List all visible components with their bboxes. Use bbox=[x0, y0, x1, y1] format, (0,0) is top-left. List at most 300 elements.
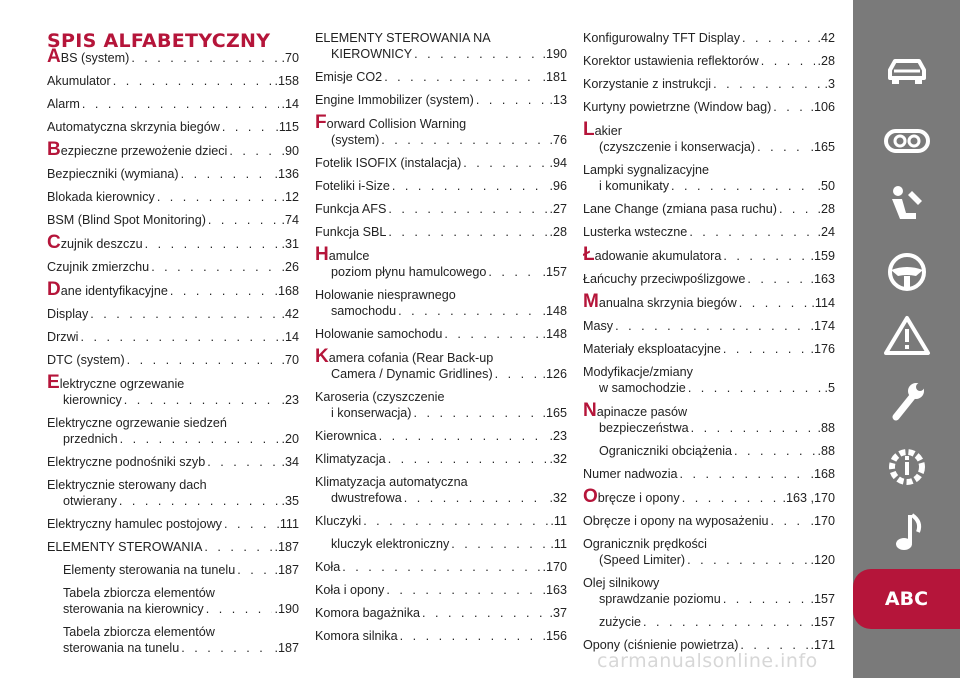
leader-dots bbox=[495, 366, 541, 382]
entry-label bbox=[315, 178, 390, 194]
index-entry[interactable] bbox=[583, 536, 835, 568]
entry-label bbox=[331, 536, 449, 552]
entry-first-line bbox=[583, 162, 835, 178]
page-number: .120 bbox=[810, 553, 835, 567]
leader-dots bbox=[145, 236, 280, 252]
entry-continuation: bezpieczeństwa bbox=[599, 421, 689, 435]
entry-continuation: samochodu bbox=[331, 304, 397, 318]
index-line bbox=[315, 490, 567, 506]
entry-label bbox=[583, 53, 759, 69]
index-entry[interactable] bbox=[583, 291, 835, 312]
entry-first-line bbox=[315, 389, 567, 405]
page-number: .111 bbox=[276, 517, 299, 531]
entry-label bbox=[315, 155, 461, 171]
entry-text: Tabela zbiorcza elementów bbox=[63, 625, 215, 639]
index-entry[interactable] bbox=[47, 306, 299, 322]
page-number: .181 bbox=[542, 70, 567, 84]
entry-text: Elektryczne ogrzewanie siedzeń bbox=[47, 416, 227, 430]
index-line bbox=[315, 559, 567, 575]
entry-text: Holowanie niesprawnego bbox=[315, 288, 456, 302]
entry-text: Kluczyki bbox=[315, 514, 362, 528]
entry-first-line bbox=[47, 624, 299, 640]
entry-label bbox=[315, 346, 494, 367]
index-entry[interactable] bbox=[315, 389, 567, 421]
leader-dots bbox=[388, 224, 547, 240]
index-line bbox=[315, 69, 567, 85]
page-number: .171 bbox=[810, 638, 835, 652]
entry-label bbox=[315, 559, 340, 575]
entry-text: Konfigurowalny TFT Display bbox=[583, 31, 741, 45]
page-number: .190 bbox=[542, 47, 567, 61]
index-entry[interactable] bbox=[47, 516, 299, 532]
index-column-3 bbox=[583, 30, 835, 660]
leader-dots bbox=[224, 516, 274, 532]
entry-label bbox=[63, 625, 215, 639]
index-line bbox=[315, 605, 567, 621]
page-number: .148 bbox=[542, 327, 567, 341]
entry-text: Opony (ciśnienie powietrza) bbox=[583, 638, 739, 652]
entry-text: Ograniczniki obciążenia bbox=[599, 444, 733, 458]
entry-label bbox=[583, 400, 688, 421]
entry-label bbox=[47, 232, 143, 253]
index-entry[interactable] bbox=[47, 562, 299, 578]
leader-dots bbox=[386, 582, 540, 598]
index-line bbox=[315, 628, 567, 644]
entry-label bbox=[583, 466, 678, 482]
index-entry[interactable] bbox=[583, 224, 835, 240]
page-number: .163 bbox=[810, 272, 835, 286]
section-letter: B bbox=[47, 139, 61, 160]
section-letter: M bbox=[583, 291, 599, 312]
entry-text: Ogranicznik prędkości bbox=[583, 537, 707, 551]
leader-dots bbox=[384, 69, 540, 85]
index-line bbox=[583, 614, 835, 630]
index-entry[interactable] bbox=[315, 201, 567, 217]
abc-tab[interactable]: ABC bbox=[853, 569, 960, 629]
index-line bbox=[47, 306, 299, 322]
entry-label bbox=[47, 279, 168, 300]
entry-label bbox=[583, 576, 659, 590]
entry-text: Foteliki i-Size bbox=[315, 179, 390, 193]
index-entry[interactable] bbox=[583, 614, 835, 630]
entry-text: Engine Immobilizer (system) bbox=[315, 93, 474, 107]
page-number: .35 bbox=[281, 494, 299, 508]
page-number: .14 bbox=[281, 97, 299, 111]
index-entry[interactable] bbox=[315, 30, 567, 62]
leader-dots bbox=[381, 132, 547, 148]
page-number: .190 bbox=[274, 602, 299, 616]
entry-text: Kierownica bbox=[315, 429, 377, 443]
index-entry[interactable] bbox=[315, 346, 567, 382]
page-number: .11 bbox=[550, 537, 567, 551]
index-line bbox=[583, 224, 835, 240]
index-entry[interactable] bbox=[583, 271, 835, 287]
leader-dots bbox=[229, 143, 279, 159]
index-line bbox=[315, 326, 567, 342]
index-entry[interactable] bbox=[583, 53, 835, 69]
page-number: .170 bbox=[810, 514, 835, 528]
index-line bbox=[583, 380, 835, 396]
entry-label bbox=[583, 76, 711, 92]
index-entry[interactable] bbox=[315, 112, 567, 148]
page-number: .163 ,170 bbox=[782, 491, 835, 505]
index-entry[interactable] bbox=[583, 466, 835, 482]
index-entry[interactable] bbox=[47, 279, 299, 300]
index-entry[interactable] bbox=[315, 326, 567, 342]
index-line bbox=[583, 291, 835, 312]
index-entry[interactable] bbox=[47, 372, 299, 408]
index-entry[interactable] bbox=[47, 415, 299, 447]
index-entry[interactable] bbox=[47, 329, 299, 345]
index-entry[interactable] bbox=[315, 69, 567, 85]
leader-dots bbox=[342, 559, 540, 575]
entry-text: Lusterka wsteczne bbox=[583, 225, 688, 239]
leader-dots bbox=[771, 513, 809, 529]
entry-text: Klimatyzacja bbox=[315, 452, 386, 466]
leader-dots bbox=[739, 295, 810, 311]
entry-continuation: Camera / Dynamic Gridlines) bbox=[331, 367, 493, 381]
entry-first-line bbox=[315, 346, 567, 367]
entry-continuation: (system) bbox=[331, 133, 380, 147]
index-line bbox=[583, 552, 835, 568]
index-entry[interactable] bbox=[583, 162, 835, 194]
leader-dots bbox=[687, 552, 808, 568]
section-letter: O bbox=[583, 486, 598, 507]
index-entry[interactable] bbox=[315, 155, 567, 171]
music-note-icon[interactable] bbox=[853, 512, 960, 552]
entry-continuation: dwustrefowa bbox=[331, 491, 402, 505]
index-entry[interactable] bbox=[47, 139, 299, 160]
entry-label bbox=[315, 605, 420, 621]
leader-dots bbox=[207, 454, 279, 470]
index-entry[interactable] bbox=[47, 585, 299, 617]
entry-text: DTC (system) bbox=[47, 353, 125, 367]
entry-label bbox=[47, 454, 205, 470]
index-entry[interactable] bbox=[583, 400, 835, 436]
index-entry[interactable] bbox=[47, 232, 299, 253]
index-entry[interactable] bbox=[47, 119, 299, 135]
page-number: .176 bbox=[810, 342, 835, 356]
entry-continuation: poziom płynu hamulcowego bbox=[331, 265, 487, 279]
leader-dots bbox=[691, 420, 816, 436]
leader-dots bbox=[444, 326, 540, 342]
index-entry[interactable] bbox=[315, 536, 567, 552]
entry-first-line bbox=[47, 372, 299, 393]
index-entry[interactable] bbox=[47, 166, 299, 182]
entry-first-line bbox=[315, 244, 567, 265]
entry-label bbox=[47, 96, 80, 112]
index-line bbox=[583, 591, 835, 607]
section-letter: H bbox=[315, 244, 329, 265]
index-line bbox=[583, 271, 835, 287]
page-number: .11 bbox=[550, 514, 567, 528]
index-entry[interactable] bbox=[315, 428, 567, 444]
info-gear-icon[interactable] bbox=[853, 447, 960, 487]
entry-text: zujnik deszczu bbox=[60, 237, 143, 251]
entry-continuation: i konserwacja) bbox=[331, 406, 412, 420]
entry-label bbox=[47, 73, 111, 89]
entry-text: Koła i opony bbox=[315, 583, 385, 597]
page-number: .37 bbox=[549, 606, 567, 620]
entry-text: Czujnik zmierzchu bbox=[47, 260, 150, 274]
page-number: .42 bbox=[281, 307, 299, 321]
index-line bbox=[583, 513, 835, 529]
page-number: .126 bbox=[542, 367, 567, 381]
leader-dots bbox=[713, 76, 822, 92]
index-line bbox=[315, 132, 567, 148]
section-letter: D bbox=[47, 279, 61, 300]
index-line bbox=[47, 539, 299, 555]
section-letter: F bbox=[315, 112, 327, 133]
section-letter: Ł bbox=[583, 244, 595, 265]
leader-dots bbox=[237, 562, 272, 578]
leader-dots bbox=[688, 380, 823, 396]
entry-label bbox=[583, 119, 622, 140]
index-line bbox=[315, 201, 567, 217]
page-number: .168 bbox=[810, 467, 835, 481]
entry-first-line bbox=[583, 364, 835, 380]
page-number: .187 bbox=[274, 563, 299, 577]
page-number: .23 bbox=[549, 429, 567, 443]
leader-dots bbox=[723, 248, 808, 264]
page-number: .42 bbox=[817, 31, 835, 45]
index-entry[interactable] bbox=[315, 559, 567, 575]
entry-label bbox=[583, 163, 709, 177]
index-line bbox=[315, 366, 567, 382]
dashboard-icon[interactable] bbox=[853, 121, 960, 161]
warning-icon[interactable] bbox=[853, 315, 960, 355]
leader-dots bbox=[388, 201, 547, 217]
index-entry[interactable] bbox=[583, 30, 835, 46]
section-letter: A bbox=[47, 46, 61, 67]
index-entry[interactable] bbox=[47, 73, 299, 89]
entry-label bbox=[583, 486, 680, 507]
entry-text: Display bbox=[47, 307, 89, 321]
index-entry[interactable] bbox=[47, 212, 299, 228]
entry-first-line bbox=[315, 112, 567, 133]
page-number: .88 bbox=[817, 421, 835, 435]
entry-label bbox=[583, 318, 613, 334]
page-number: .70 bbox=[281, 51, 299, 65]
entry-label bbox=[583, 244, 722, 265]
leader-dots bbox=[113, 73, 273, 89]
car-icon[interactable] bbox=[853, 50, 960, 90]
entry-text: Elektryczny hamulec postojowy bbox=[47, 517, 222, 531]
index-entry[interactable] bbox=[315, 178, 567, 194]
index-entry[interactable] bbox=[47, 477, 299, 509]
index-entry[interactable] bbox=[47, 96, 299, 112]
page-number: .5 bbox=[824, 381, 835, 395]
index-entry[interactable] bbox=[315, 451, 567, 467]
index-line bbox=[47, 166, 299, 182]
entry-continuation: (czyszczenie i konserwacja) bbox=[599, 140, 756, 154]
entry-continuation: sterowania na kierownicy bbox=[63, 602, 204, 616]
index-entry[interactable] bbox=[583, 201, 835, 217]
leader-dots bbox=[392, 178, 548, 194]
index-entry[interactable] bbox=[583, 119, 835, 155]
index-line bbox=[47, 189, 299, 205]
page-number: .170 bbox=[542, 560, 567, 574]
page-number: .23 bbox=[281, 393, 299, 407]
index-line bbox=[315, 536, 567, 552]
entry-label bbox=[47, 352, 125, 368]
entry-text: Elementy sterowania na tunelu bbox=[63, 563, 236, 577]
leader-dots bbox=[488, 264, 540, 280]
index-line bbox=[315, 264, 567, 280]
index-line bbox=[583, 244, 835, 265]
entry-first-line bbox=[583, 536, 835, 552]
index-line bbox=[47, 454, 299, 470]
leader-dots bbox=[379, 428, 548, 444]
entry-text: Numer nadwozia bbox=[583, 467, 678, 481]
entry-text: Emisje CO2 bbox=[315, 70, 383, 84]
page-number: .76 bbox=[549, 133, 567, 147]
entry-label bbox=[47, 416, 227, 430]
entry-text: Obręcze i opony na wyposażeniu bbox=[583, 514, 769, 528]
entry-text: anualna skrzynia biegów bbox=[598, 296, 737, 310]
index-entry[interactable] bbox=[315, 224, 567, 240]
page-number: .115 bbox=[275, 120, 299, 134]
entry-first-line bbox=[315, 474, 567, 490]
index-entry[interactable] bbox=[583, 513, 835, 529]
seat-safety-icon[interactable] bbox=[853, 185, 960, 225]
index-line bbox=[47, 640, 299, 656]
entry-continuation: KIEROWNICY bbox=[331, 47, 413, 61]
leader-dots bbox=[742, 30, 815, 46]
index-entry[interactable] bbox=[315, 582, 567, 598]
entry-first-line bbox=[47, 415, 299, 431]
page-number: .114 bbox=[811, 296, 835, 310]
leader-dots bbox=[773, 99, 808, 115]
index-line bbox=[315, 224, 567, 240]
page-number: .165 bbox=[542, 406, 567, 420]
index-entry[interactable] bbox=[315, 513, 567, 529]
leader-dots bbox=[680, 466, 809, 482]
page-number: .157 bbox=[810, 615, 835, 629]
page-number: .163 bbox=[542, 583, 567, 597]
leader-dots bbox=[222, 119, 274, 135]
index-line bbox=[47, 46, 299, 67]
section-letter: K bbox=[315, 346, 329, 367]
wrench-icon[interactable] bbox=[853, 381, 960, 421]
leader-dots bbox=[157, 189, 280, 205]
entry-text: Modyfikacje/zmiany bbox=[583, 365, 693, 379]
entry-continuation: przednich bbox=[63, 432, 118, 446]
entry-text: Korzystanie z instrukcji bbox=[583, 77, 712, 91]
index-line bbox=[315, 303, 567, 319]
leader-dots bbox=[761, 53, 816, 69]
index-entry[interactable] bbox=[315, 605, 567, 621]
leader-dots bbox=[181, 640, 272, 656]
entry-text: akier bbox=[594, 124, 622, 138]
entry-text: Bezpieczniki (wymiana) bbox=[47, 167, 179, 181]
entry-text: ane identyfikacyjne bbox=[60, 284, 168, 298]
entry-label bbox=[47, 166, 179, 182]
index-entry[interactable] bbox=[583, 244, 835, 265]
index-line bbox=[583, 201, 835, 217]
entry-text: ezpieczne przewożenie dzieci bbox=[60, 144, 228, 158]
index-entry[interactable] bbox=[583, 318, 835, 334]
entry-text: Olej silnikowy bbox=[583, 576, 660, 590]
index-line bbox=[583, 486, 835, 507]
leader-dots bbox=[643, 614, 808, 630]
leader-dots bbox=[414, 405, 541, 421]
index-line bbox=[47, 431, 299, 447]
entry-first-line bbox=[583, 400, 835, 421]
index-line bbox=[47, 232, 299, 253]
section-letter: E bbox=[47, 372, 60, 393]
index-line bbox=[583, 178, 835, 194]
index-entry[interactable] bbox=[583, 99, 835, 115]
index-line bbox=[47, 139, 299, 160]
leader-dots bbox=[170, 283, 273, 299]
entry-first-line bbox=[315, 30, 567, 46]
leader-dots bbox=[127, 352, 280, 368]
index-entry[interactable] bbox=[315, 92, 567, 108]
index-line bbox=[583, 30, 835, 46]
entry-label bbox=[315, 224, 386, 240]
entry-label bbox=[47, 189, 155, 205]
page-number: .32 bbox=[549, 452, 567, 466]
index-line bbox=[583, 53, 835, 69]
index-entry[interactable] bbox=[583, 76, 835, 92]
index-line bbox=[583, 76, 835, 92]
index-entry[interactable] bbox=[47, 352, 299, 368]
page-number: .28 bbox=[549, 225, 567, 239]
index-entry[interactable] bbox=[583, 486, 835, 507]
entry-text: Elektryczne podnośniki szyb bbox=[47, 455, 206, 469]
index-entry[interactable] bbox=[315, 474, 567, 506]
index-entry[interactable] bbox=[47, 454, 299, 470]
leader-dots bbox=[615, 318, 808, 334]
entry-label bbox=[47, 139, 228, 160]
entry-text: adowanie akumulatora bbox=[594, 249, 722, 263]
index-entry[interactable] bbox=[47, 259, 299, 275]
entry-text: orward Collision Warning bbox=[326, 117, 467, 131]
steering-wheel-icon[interactable] bbox=[853, 252, 960, 292]
page-number: .28 bbox=[817, 54, 835, 68]
entry-label bbox=[315, 288, 456, 302]
index-entry[interactable] bbox=[583, 443, 835, 459]
entry-first-line bbox=[315, 287, 567, 303]
index-entry[interactable] bbox=[315, 244, 567, 280]
entry-text: Drzwi bbox=[47, 330, 79, 344]
index-line bbox=[583, 443, 835, 459]
index-entry[interactable] bbox=[583, 341, 835, 357]
entry-label bbox=[315, 326, 442, 342]
entry-continuation: kierownicy bbox=[63, 393, 122, 407]
index-entry[interactable] bbox=[583, 364, 835, 396]
index-entry[interactable] bbox=[47, 189, 299, 205]
index-entry[interactable] bbox=[315, 287, 567, 319]
leader-dots bbox=[723, 591, 809, 607]
index-entry[interactable] bbox=[47, 46, 299, 67]
index-line bbox=[315, 405, 567, 421]
index-entry[interactable] bbox=[583, 575, 835, 607]
entry-label bbox=[47, 539, 202, 555]
entry-label bbox=[63, 586, 215, 600]
leader-dots bbox=[120, 431, 280, 447]
entry-label bbox=[583, 513, 769, 529]
index-entry[interactable] bbox=[47, 624, 299, 656]
leader-dots bbox=[463, 155, 547, 171]
entry-text: Automatyczna skrzynia biegów bbox=[47, 120, 220, 134]
index-entry[interactable] bbox=[315, 628, 567, 644]
index-entry[interactable] bbox=[47, 539, 299, 555]
leader-dots bbox=[400, 628, 541, 644]
index-line bbox=[315, 582, 567, 598]
entry-label bbox=[315, 451, 386, 467]
